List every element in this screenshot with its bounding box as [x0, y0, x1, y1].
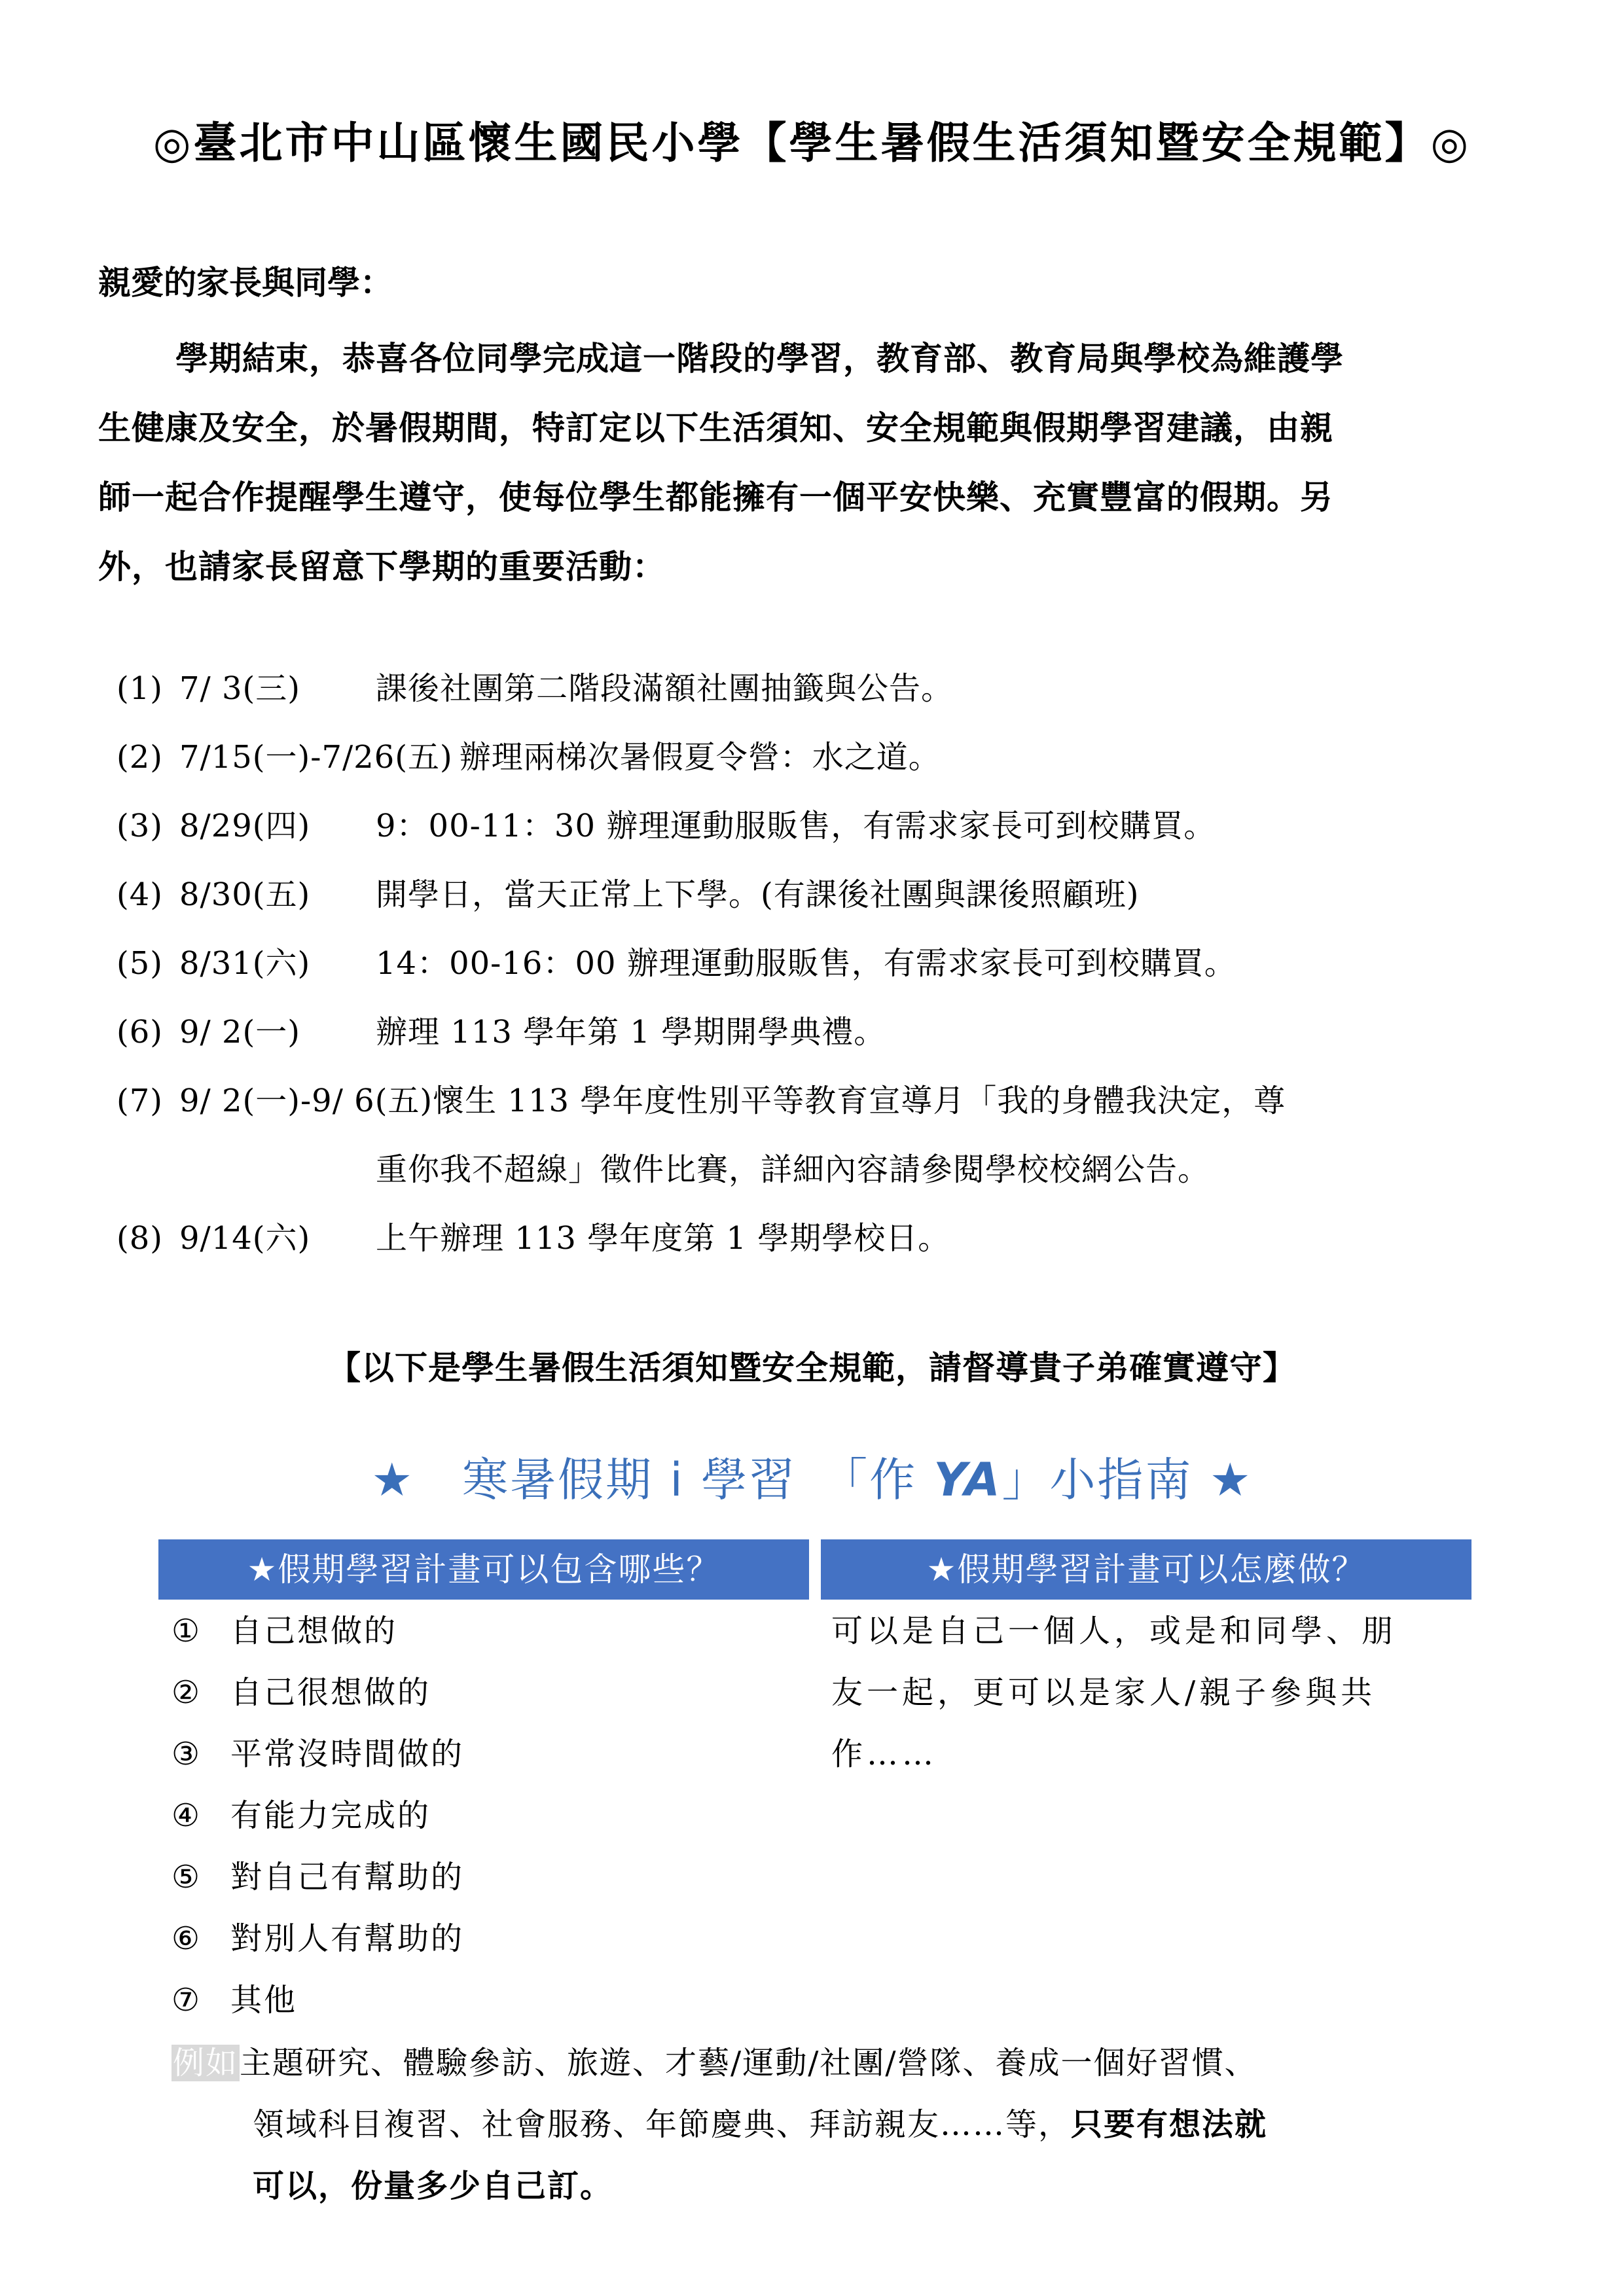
list-item: [171, 1908, 464, 1969]
event-date: 8/29(四): [179, 808, 311, 844]
left-column-header: ★假期學習計畫可以包含哪些？: [158, 1539, 809, 1600]
circled-number: ⑦: [171, 1982, 202, 2018]
event-date: 9/14(六): [179, 1220, 311, 1257]
event-number: (6): [117, 1014, 163, 1050]
event-number: (7): [117, 1083, 163, 1119]
event-date: 7/ 3(三): [179, 670, 300, 707]
circled-number: ⑤: [171, 1859, 202, 1895]
list-item-text: 對別人有幫助的: [230, 1920, 465, 1957]
event-date: 7/15(一)-7/26(五): [179, 739, 453, 776]
intro-line: 生健康及安全，於暑假期間，特訂定以下生活須知、安全規範與假期學習建議，由親: [98, 408, 1333, 447]
list-item: [171, 1969, 464, 2031]
list-item-text: 對自己有幫助的: [230, 1859, 465, 1895]
example-tag: 例如: [173, 2045, 239, 2081]
greeting: 親愛的家長與同學：: [98, 263, 393, 302]
guide-title-suffix: 」小指南 ★: [1001, 1453, 1253, 1507]
circled-number: ③: [171, 1736, 202, 1772]
event-date: 9/ 2(一)-9/ 6(五): [179, 1083, 433, 1119]
list-item: [171, 1846, 464, 1908]
event-item: [117, 861, 1286, 929]
event-text: 開學日，當天正常上下學。(有課後社團與課後照顧班): [376, 876, 1140, 913]
guide-title-prefix: ★ 寒暑假期 i 學習 「作: [371, 1453, 934, 1507]
event-text: 14：00-16：00 辦理運動服販售，有需求家長可到校購買。: [376, 945, 1236, 982]
example-text: 領域科目複習、社會服務、年節慶典、拜訪親友……等，: [253, 2106, 1072, 2143]
event-number: (5): [117, 945, 163, 982]
plan-method-text: [831, 1600, 1397, 1785]
event-number: (2): [117, 739, 163, 776]
guide-title: [0, 1443, 1624, 1509]
example-line: [171, 2032, 1267, 2094]
example-emphasis: 只要有想法就: [1071, 2106, 1268, 2143]
circled-number: ⑥: [171, 1920, 202, 1957]
event-date: 8/31(六): [179, 945, 311, 982]
event-text: 辦理兩梯次暑假夏令營：水之道。: [459, 739, 941, 776]
list-item-text: 自己很想做的: [230, 1674, 431, 1711]
guide-title-ya: YA: [933, 1453, 1002, 1507]
intro-line: 師一起合作提醒學生遵守，使每位學生都能擁有一個平安快樂、充實豐富的假期。另: [98, 478, 1333, 516]
event-item: [117, 1067, 1286, 1136]
list-item: [171, 1723, 464, 1785]
circled-number: ①: [171, 1613, 202, 1649]
event-list: [117, 655, 1286, 1273]
intro-line: 學期結束，恭喜各位同學完成這一階段的學習，教育部、教育局與學校為維護學: [175, 339, 1344, 378]
list-item: [171, 1785, 464, 1846]
intro-line: 外，也請家長留意下學期的重要活動：: [98, 547, 666, 586]
example-emphasis-line: 可以，份量多少自己訂。: [253, 2168, 613, 2204]
event-item: [117, 723, 1286, 792]
method-line: 友一起，更可以是家人/親子參與共: [831, 1674, 1377, 1711]
event-item: [117, 929, 1286, 998]
intro-paragraph: [98, 324, 1532, 601]
plan-content-list: [171, 1600, 464, 2031]
list-item: [171, 1662, 464, 1723]
event-item: [117, 1204, 1286, 1273]
event-number: (3): [117, 808, 163, 844]
event-text: 懷生 113 學年度性別平等教育宣導月「我的身體我決定，尊: [433, 1083, 1286, 1119]
event-continuation: 重你我不超線」徵件比賽，詳細內容請參閱學校校網公告。: [376, 1151, 1210, 1188]
event-item: [117, 655, 1286, 723]
event-number: (8): [117, 1220, 163, 1257]
event-date: 9/ 2(一): [179, 1014, 300, 1050]
circled-number: ②: [171, 1674, 202, 1711]
event-text: 辦理 113 學年第 1 學期開學典禮。: [376, 1014, 886, 1050]
example-line: [171, 2094, 1267, 2155]
list-item-text: 自己想做的: [230, 1613, 398, 1649]
event-text: 課後社團第二階段滿額社團抽籤與公告。: [376, 670, 954, 707]
event-number: (4): [117, 876, 163, 913]
list-item-text: 有能力完成的: [230, 1797, 431, 1834]
page-title: ◎臺北市中山區懷生國民小學【學生暑假生活須知暨安全規範】◎: [153, 117, 1471, 168]
event-item: [117, 792, 1286, 861]
event-item: [117, 998, 1286, 1067]
list-item-text: 平常沒時間做的: [230, 1736, 465, 1772]
list-item-text: 其他: [230, 1982, 298, 2018]
event-text: 9：00-11：30 辦理運動服販售，有需求家長可到校購買。: [376, 808, 1216, 844]
rules-notice: 【以下是學生暑假生活須知暨安全規範，請督導貴子弟確實遵守】: [328, 1348, 1296, 1387]
right-column-header: ★假期學習計畫可以怎麼做？: [821, 1539, 1471, 1600]
example-block: [171, 2032, 1267, 2217]
method-line: 作……: [831, 1736, 938, 1772]
event-date: 8/30(五): [179, 876, 311, 913]
list-item: [171, 1600, 464, 1662]
method-line: 可以是自己一個人，或是和同學、朋: [831, 1613, 1398, 1649]
event-text: 上午辦理 113 學年度第 1 學期學校日。: [376, 1220, 950, 1257]
example-text: 主題研究、體驗參訪、旅遊、才藝/運動/社團/營隊、養成一個好習慣、: [240, 2045, 1257, 2081]
event-number: (1): [117, 670, 163, 707]
circled-number: ④: [171, 1797, 202, 1834]
